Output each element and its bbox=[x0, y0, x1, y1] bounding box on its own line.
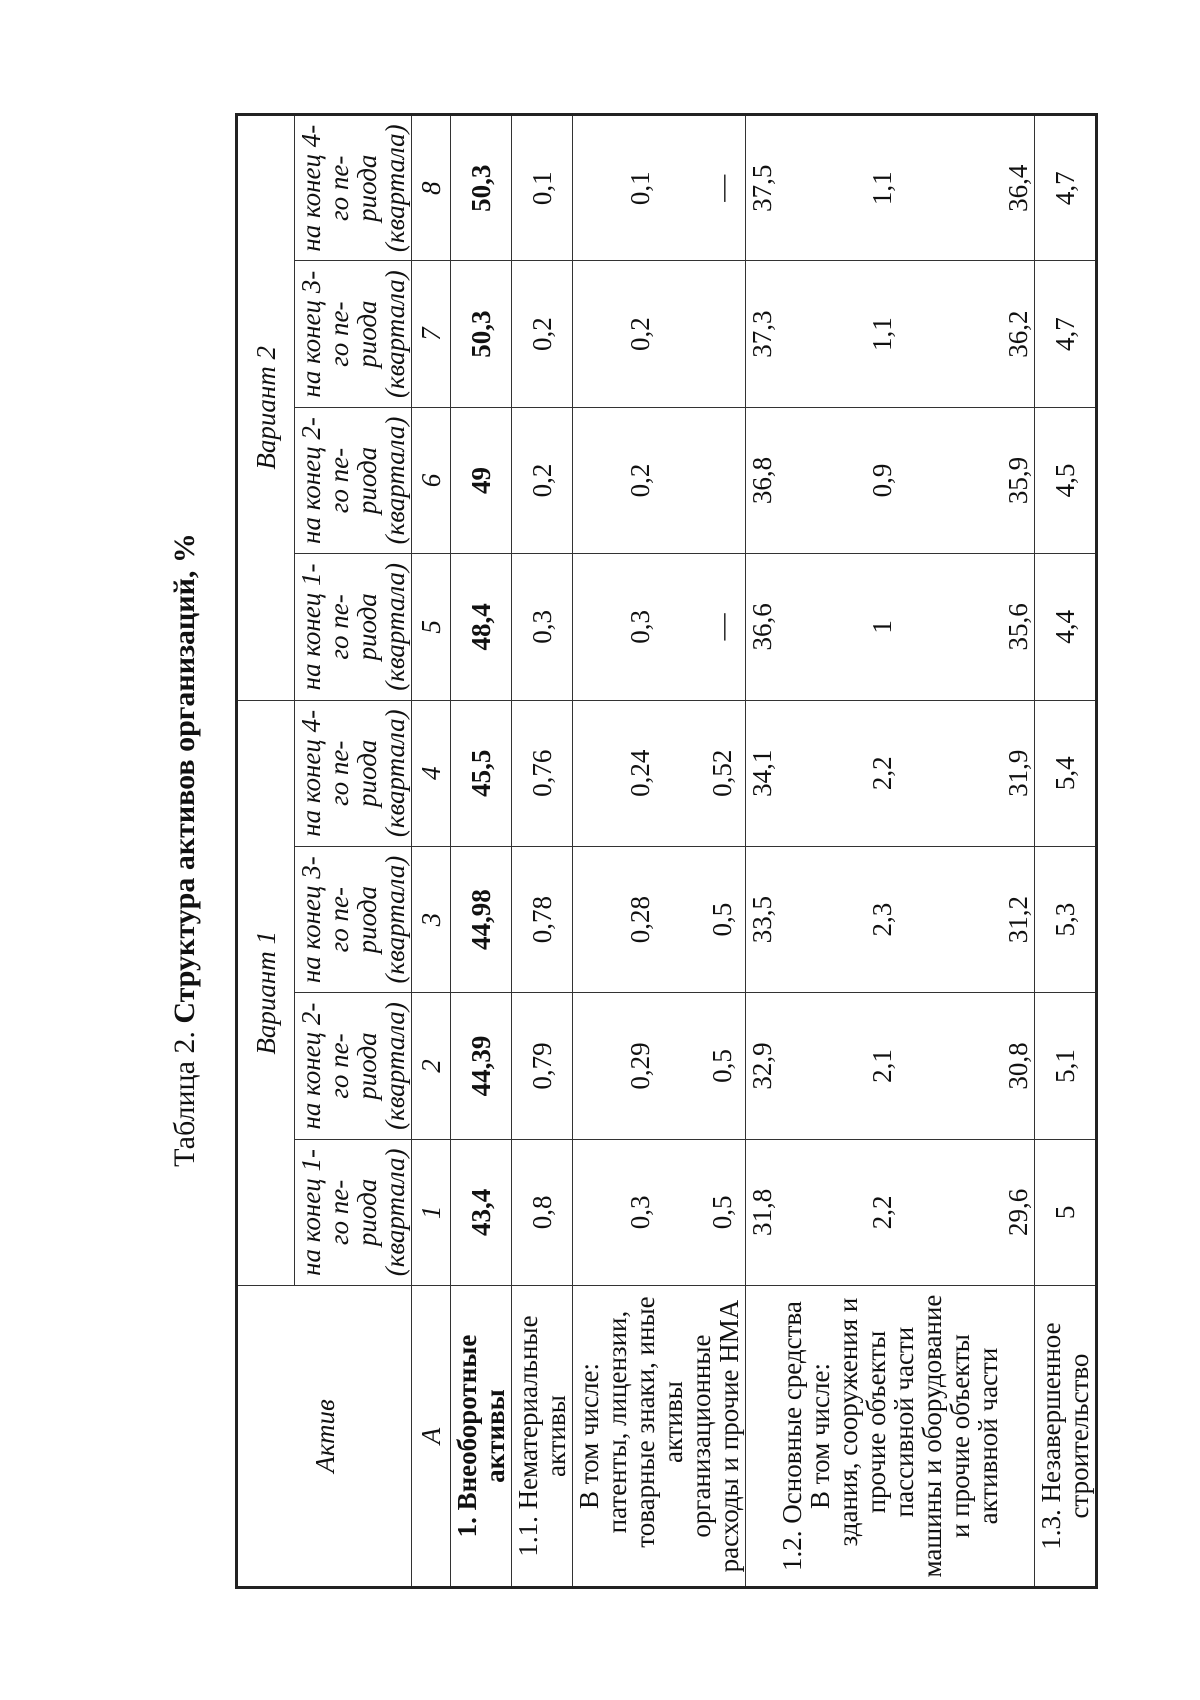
cell-value: 0,2 bbox=[512, 407, 573, 553]
row-construction-in-progress bbox=[1035, 115, 1097, 1588]
column-number: 6 bbox=[412, 407, 451, 553]
cell-value: 35,9 bbox=[1003, 456, 1033, 505]
cell-stack bbox=[573, 846, 746, 992]
cell-stack bbox=[746, 407, 1035, 553]
cell-stack bbox=[746, 846, 1035, 992]
cell-value: 0,2 bbox=[625, 317, 655, 352]
cell-value: 0,9 bbox=[867, 463, 897, 498]
cell-value: 0,78 bbox=[512, 846, 573, 992]
header-row-variants bbox=[237, 115, 295, 1588]
cell-value: 0,24 bbox=[625, 749, 655, 797]
cell-value: 37,3 bbox=[747, 310, 777, 358]
column-number: 7 bbox=[412, 261, 451, 407]
cell-value: 44,39 bbox=[451, 993, 512, 1139]
cell-value: 0,28 bbox=[625, 896, 655, 944]
cell-value: 0,3 bbox=[625, 610, 655, 644]
cell-value: 2,1 bbox=[867, 1049, 897, 1083]
cell-value: 36,2 bbox=[1003, 310, 1033, 358]
cell-stack bbox=[573, 700, 746, 846]
cell-value bbox=[708, 267, 736, 400]
cell-value: 36,4 bbox=[1003, 164, 1033, 212]
cell-value: — bbox=[707, 174, 737, 202]
cell-value: 4,7 bbox=[1035, 115, 1097, 261]
cell-value: 0,29 bbox=[625, 1042, 655, 1090]
header-variant-2: Вариант 2 bbox=[237, 115, 295, 701]
header-period: на конец 2-го пе- риода (квартала) bbox=[295, 407, 412, 553]
breakdown-item: здания, сооружения и прочие объекты пассивной части bbox=[833, 1297, 919, 1547]
cell-value: 32,9 bbox=[747, 1042, 777, 1090]
cell-value: 48,4 bbox=[451, 554, 512, 700]
breakdown-intro: В том числе: bbox=[805, 1363, 835, 1510]
cell-value: — bbox=[707, 613, 737, 641]
column-number: 3 bbox=[412, 846, 451, 992]
row-noncurrent-assets bbox=[451, 115, 512, 1588]
cell-value: 0,5 bbox=[707, 1195, 737, 1230]
cell-value: 2,2 bbox=[867, 756, 897, 791]
cell-value: 5 bbox=[1035, 1139, 1097, 1285]
cell-value: 0,1 bbox=[512, 115, 573, 261]
breakdown-intro: В том числе: bbox=[574, 1363, 604, 1510]
cell-value: 31,8 bbox=[747, 1188, 777, 1237]
cell-value: 0,5 bbox=[707, 902, 737, 937]
cell-stack bbox=[573, 1139, 746, 1285]
cell-value: 45,5 bbox=[451, 700, 512, 846]
column-number: 8 bbox=[412, 115, 451, 261]
row-intangible-assets bbox=[512, 115, 573, 1588]
header-asset: Актив bbox=[237, 1286, 412, 1588]
row-label bbox=[573, 1286, 746, 1588]
header-period: на конец 4-го пе- риода (квартала) bbox=[295, 115, 412, 261]
cell-value: 1,1 bbox=[867, 317, 897, 352]
cell-value: 0,2 bbox=[512, 261, 573, 407]
caption-title: Структура активов организаций, % bbox=[168, 533, 201, 1024]
column-number: 5 bbox=[412, 554, 451, 700]
cell-stack bbox=[573, 261, 746, 407]
row-label: 1.3. Незавершенное строительство bbox=[1035, 1286, 1097, 1588]
cell-stack bbox=[573, 407, 746, 553]
column-number: 2 bbox=[412, 993, 451, 1139]
cell-value: 1 bbox=[867, 620, 897, 634]
table-caption bbox=[167, 0, 203, 1700]
cell-value: 0,5 bbox=[707, 1049, 737, 1083]
header-variant-1: Вариант 1 bbox=[237, 700, 295, 1286]
header-period: на конец 3-го пе- риода (квартала) bbox=[295, 846, 412, 992]
cell-value: 4,7 bbox=[1035, 261, 1097, 407]
cell-value: 5,3 bbox=[1035, 846, 1097, 992]
column-number: 4 bbox=[412, 700, 451, 846]
cell-value: 4,5 bbox=[1035, 407, 1097, 553]
column-number: А bbox=[412, 1286, 451, 1588]
cell-value: 50,3 bbox=[451, 115, 512, 261]
header-period: на конец 3-го пе- риода (квартала) bbox=[295, 261, 412, 407]
cell-stack bbox=[746, 1139, 1035, 1285]
cell-value: 36,6 bbox=[747, 603, 777, 651]
cell-stack bbox=[746, 700, 1035, 846]
fixed-assets-label: 1.2. Основные средства bbox=[777, 1301, 807, 1571]
cell-value: 35,6 bbox=[1003, 603, 1033, 651]
cell-value: 0,3 bbox=[512, 554, 573, 700]
cell-value: 30,8 bbox=[1003, 1042, 1033, 1090]
cell-value: 0,79 bbox=[512, 993, 573, 1139]
cell-value: 1,1 bbox=[867, 171, 897, 206]
header-period: на конец 1-го пе- риода (квартала) bbox=[295, 554, 412, 700]
cell-value: 33,5 bbox=[747, 896, 777, 944]
cell-value: 0,2 bbox=[625, 463, 655, 498]
cell-value: 36,8 bbox=[747, 456, 777, 505]
breakdown-item: патенты, лицензии, товарные знаки, иные активы bbox=[602, 1296, 688, 1548]
header-period: на конец 2-го пе- риода (квартала) bbox=[295, 993, 412, 1139]
assets-structure-table bbox=[235, 113, 1098, 1589]
cell-value: 0,3 bbox=[625, 1195, 655, 1230]
cell-value: 0,52 bbox=[707, 749, 737, 797]
cell-value: 2,2 bbox=[867, 1195, 897, 1230]
row-fixed-assets bbox=[746, 115, 1035, 1588]
cell-value: 2,3 bbox=[867, 902, 897, 937]
cell-value: 37,5 bbox=[747, 164, 777, 212]
cell-value: 5,4 bbox=[1035, 700, 1097, 846]
header-period: на конец 1-го пе- риода (квартала) bbox=[295, 1139, 412, 1285]
cell-value: 4,4 bbox=[1035, 554, 1097, 700]
row-label: 1.1. Нематериальные активы bbox=[512, 1286, 573, 1588]
cell-value: 0,76 bbox=[512, 700, 573, 846]
cell-stack bbox=[573, 115, 746, 261]
row-intangible-breakdown bbox=[573, 115, 746, 1588]
cell-value: 50,3 bbox=[451, 261, 512, 407]
cell-value: 34,1 bbox=[747, 749, 777, 797]
caption-prefix: Таблица 2. bbox=[168, 1023, 201, 1167]
cell-value: 0,8 bbox=[512, 1139, 573, 1285]
cell-stack bbox=[746, 993, 1035, 1139]
breakdown-item: организационные расходы и прочие НМА bbox=[686, 1299, 744, 1573]
row-label bbox=[746, 1286, 1035, 1588]
cell-stack bbox=[746, 115, 1035, 261]
cell-value: 44,98 bbox=[451, 846, 512, 992]
column-number-row bbox=[412, 115, 451, 1588]
cell-stack bbox=[746, 554, 1035, 700]
cell-value: 5,1 bbox=[1035, 993, 1097, 1139]
cell-stack bbox=[573, 993, 746, 1139]
cell-value bbox=[708, 414, 736, 547]
cell-value: 31,2 bbox=[1003, 896, 1033, 944]
cell-value: 29,6 bbox=[1003, 1188, 1033, 1237]
cell-stack bbox=[573, 554, 746, 700]
cell-value: 49 bbox=[451, 407, 512, 553]
header-period: на конец 4-го пе- риода (квартала) bbox=[295, 700, 412, 846]
column-number: 1 bbox=[412, 1139, 451, 1285]
row-label: 1. Внеоборотные активы bbox=[451, 1286, 512, 1588]
cell-value: 43,4 bbox=[451, 1139, 512, 1285]
cell-value: 31,9 bbox=[1003, 749, 1033, 797]
cell-value: 0,1 bbox=[625, 171, 655, 206]
cell-stack bbox=[746, 261, 1035, 407]
breakdown-item: машины и оборудование и прочие объекты активной части bbox=[917, 1294, 1003, 1578]
